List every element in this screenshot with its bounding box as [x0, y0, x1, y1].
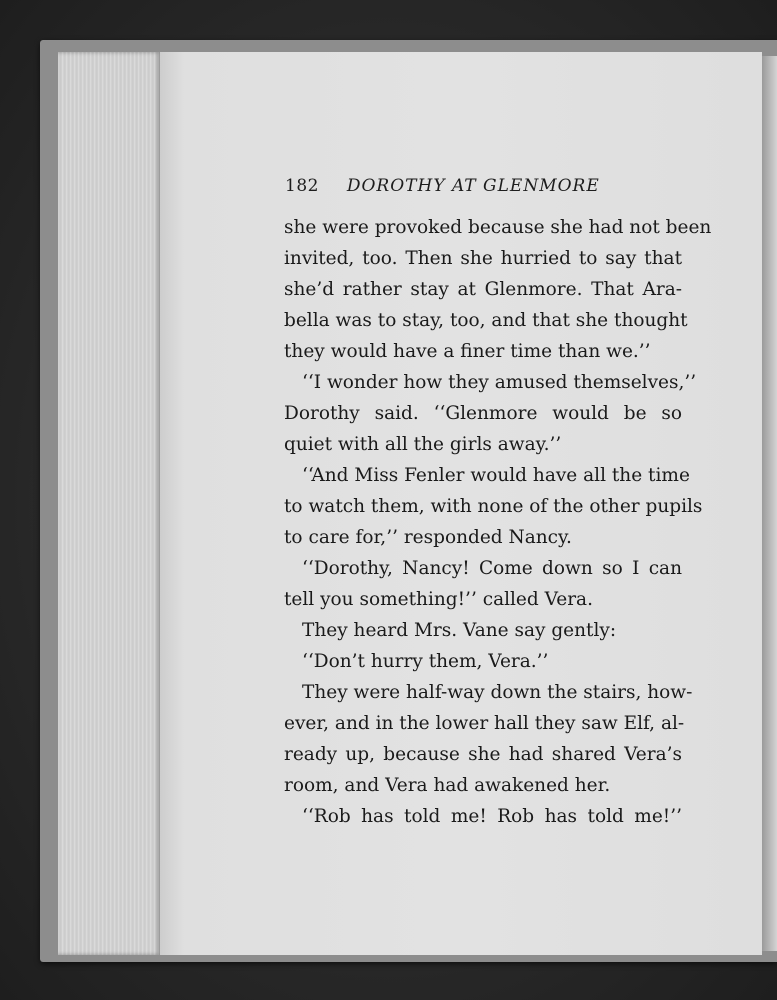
text-line: quiet with all the girls away.’’: [284, 434, 562, 455]
text-line: They were half-way down the stairs, how-: [302, 682, 693, 703]
text-line: Dorothy said. ‘‘Glenmore would be so: [284, 403, 682, 424]
text-line: ‘‘I wonder how they amused themselves,’’: [302, 372, 697, 393]
text-line: ‘‘Dorothy, Nancy! Come down so I can: [302, 558, 682, 579]
text-line: tell you something!’’ called Vera.: [284, 589, 593, 610]
text-line: she’d rather stay at Glenmore. That Ara-: [284, 279, 682, 300]
text-line: to watch them, with none of the other pupils: [284, 496, 703, 517]
text-line: ‘‘Don’t hurry them, Vera.’’: [302, 651, 549, 672]
text-line: to care for,’’ responded Nancy.: [284, 527, 572, 548]
text-line: They heard Mrs. Vane say gently:: [302, 620, 617, 641]
text-line: invited, too. Then she hurried to say that: [284, 248, 682, 269]
text-line: room, and Vera had awakened her.: [284, 775, 611, 796]
text-line: ‘‘And Miss Fenler would have all the time: [302, 465, 690, 486]
text-line: ready up, because she had shared Vera’s: [284, 744, 682, 765]
running-header: [285, 176, 685, 202]
text-line: ‘‘Rob has told me! Rob has told me!’’: [302, 806, 682, 827]
text-line: bella was to stay, too, and that she thought: [284, 310, 688, 331]
text-line: they would have a finer time than we.’’: [284, 341, 651, 362]
page-stack-edge: [58, 52, 160, 955]
text-line: she were provoked because she had not been: [284, 217, 712, 238]
text-line: ever, and in the lower hall they saw Elf, al-: [284, 713, 685, 734]
body-text: [284, 212, 712, 832]
page-number: 182: [285, 176, 319, 196]
facing-page-edge: [762, 56, 777, 951]
running-title: DOROTHY AT GLENMORE: [346, 176, 600, 196]
